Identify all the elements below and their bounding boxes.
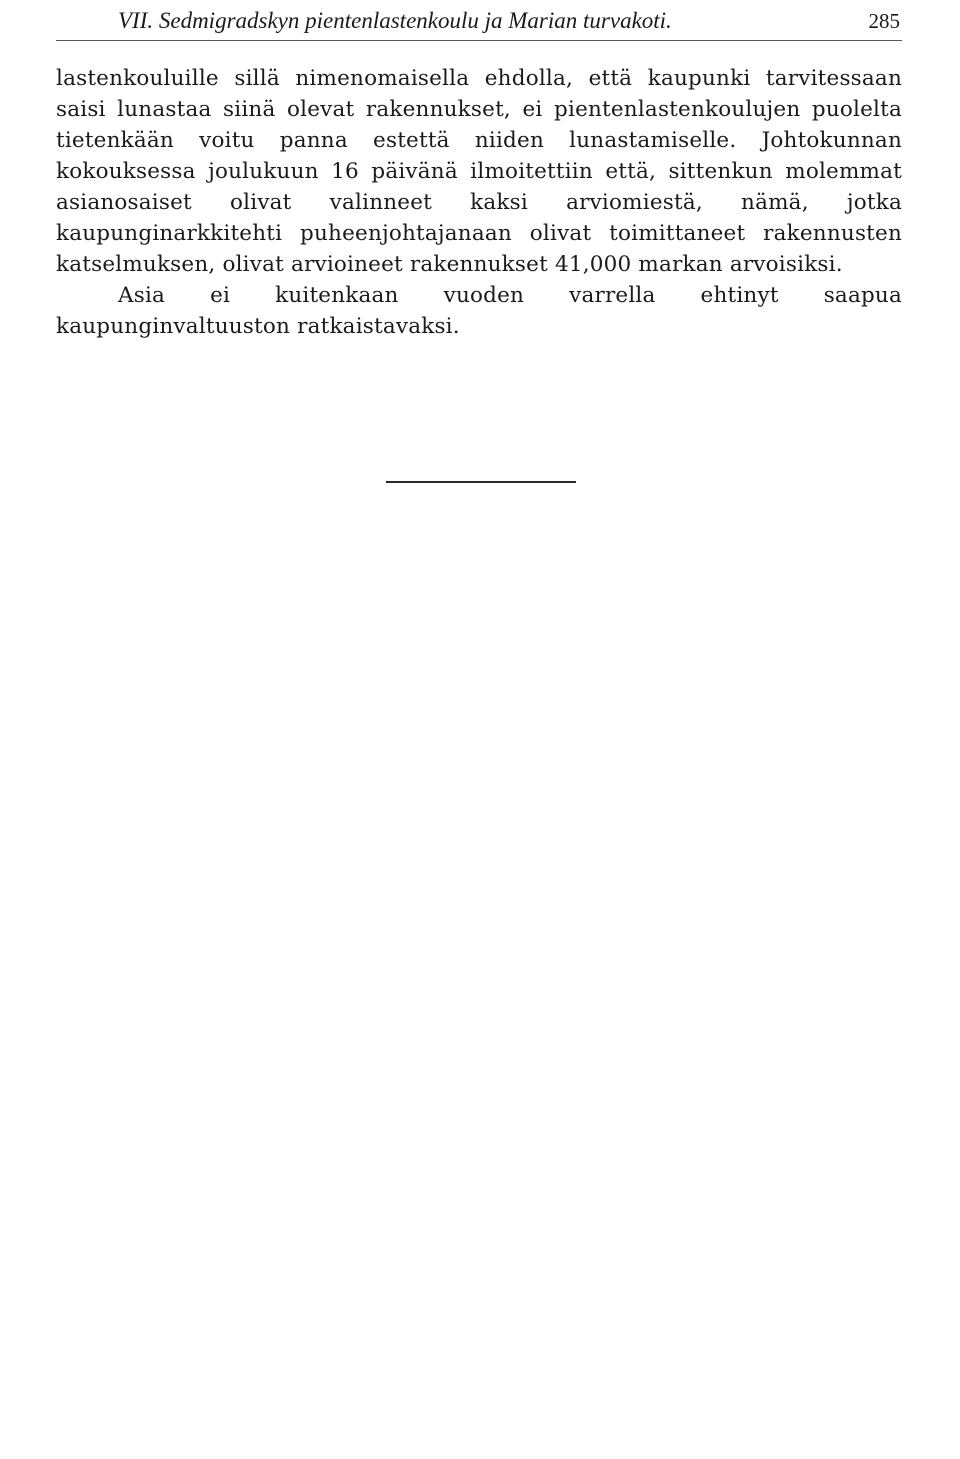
running-header — [56, 4, 902, 38]
book-page — [56, 0, 902, 1459]
header-rule — [56, 40, 902, 41]
running-title: VII. Sedmigradskyn pientenlastenkoulu ja Marian turvakoti. — [118, 8, 672, 33]
paragraph-continued: lastenkouluille sillä nimenomaisella ehdolla, että kaupunki tarvitessaan saisi lunastaa siinä olevat rakennukset, ei pientenlastenkoulujen puolelta tietenkään voitu panna estettä niiden lunastamiselle. Johtokunnan kokouksessa joulukuun 16 päivänä ilmoitettiin että, sittenkun molemmat asianosaiset olivat valinneet kaksi arviomiestä, nämä, jotka kaupunginarkkitehti puheenjohtajanaan olivat toimittaneet rakennusten katselmuksen, olivat arvioineet rakennukset 41,000 markan arvoisiksi. — [56, 66, 902, 277]
body-text — [56, 63, 902, 342]
paragraph: Asia ei kuitenkaan vuoden varrella ehtinyt saapua kaupunginvaltuuston ratkaistavaksi. — [56, 283, 902, 339]
section-end-rule — [386, 481, 576, 483]
page-number: 285 — [868, 9, 900, 33]
